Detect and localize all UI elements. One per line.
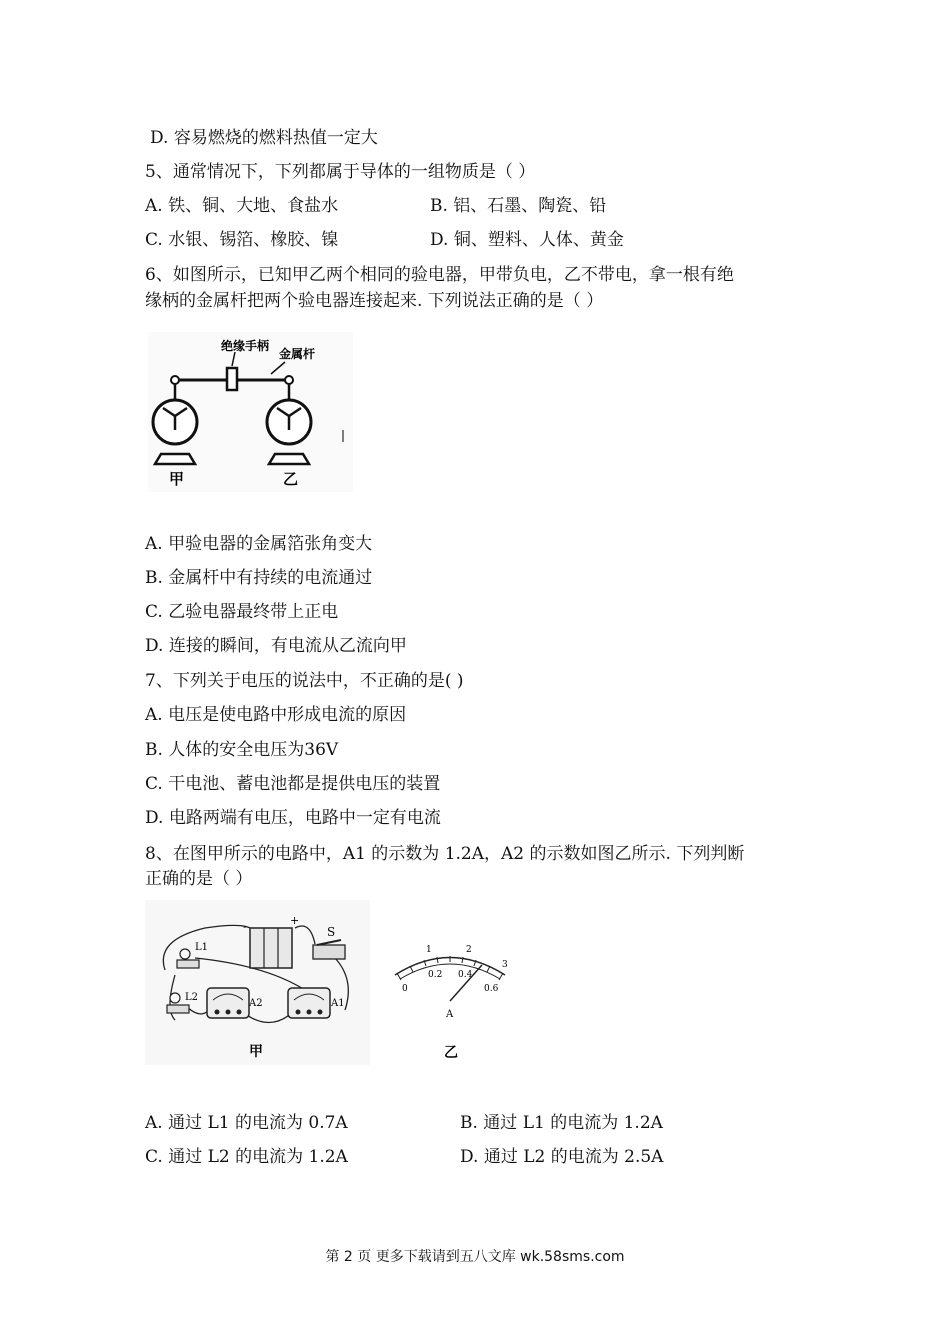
battery-plus-label: + — [290, 914, 300, 927]
q8-option-d: D. 通过 L2 的电流为 2.5A — [460, 1147, 664, 1167]
q6-option-a: A. 甲验电器的金属箔张角变大 — [145, 534, 373, 554]
electroscope-yi-label: 乙 — [283, 470, 299, 488]
dial-unit: A — [446, 1009, 454, 1020]
dial-lower-tick: 0.2 — [428, 970, 443, 980]
q6-option-c: C. 乙验电器最终带上正电 — [145, 602, 339, 622]
dial-lower-tick: 0.6 — [484, 984, 499, 994]
q7-option-b: B. 人体的安全电压为36V — [145, 740, 339, 760]
switch-label: S — [327, 925, 336, 939]
lamp-l1-label: L1 — [195, 942, 209, 953]
dial-lower-tick: 0 — [402, 984, 408, 994]
ammeter-dial-figure — [380, 935, 520, 1065]
q5-option-d: D. 铜、塑料、人体、黄金 — [430, 230, 624, 250]
ammeter-a2-label: A2 — [249, 998, 263, 1009]
q7-option-a: A. 电压是使电路中形成电流的原因 — [145, 705, 407, 725]
q6-option-b: B. 金属杆中有持续的电流通过 — [145, 568, 373, 588]
q8-option-c: C. 通过 L2 的电流为 1.2A — [145, 1147, 348, 1167]
q6-option-d: D. 连接的瞬间，有电流从乙流向甲 — [145, 636, 407, 656]
q8-stem-line2: 正确的是（ ） — [145, 869, 253, 889]
lamp-l2 — [167, 1005, 189, 1013]
q8-stem-line1: 8、在图甲所示的电路中，A1 的示数为 1.2A，A2 的示数如图乙所示. 下列判断 — [145, 844, 745, 864]
q8-option-b: B. 通过 L1 的电流为 1.2A — [460, 1113, 663, 1133]
q4-option-d: D. 容易燃烧的燃料热值一定大 — [150, 128, 378, 148]
q6-stem-line1: 6、如图所示，已知甲乙两个相同的验电器，甲带负电，乙不带电，拿一根有绝 — [145, 265, 734, 285]
q5-option-c: C. 水银、锡箔、橡胶、镍 — [145, 230, 339, 250]
dial-upper-tick: 2 — [466, 945, 472, 955]
circuit-caption: 甲 — [249, 1044, 263, 1060]
q6-stem-line2: 缘柄的金属杆把两个验电器连接起来. 下列说法正确的是（ ） — [145, 291, 604, 311]
battery-minus-label: - — [243, 920, 247, 933]
page-footer: 第 2 页 更多下载请到五八文库 wk.58sms.com — [325, 1249, 625, 1265]
switch — [313, 945, 345, 959]
dial-upper-tick: 3 — [502, 960, 508, 970]
electroscope-jia-label: 甲 — [169, 470, 185, 488]
dial-upper-tick: 1 — [426, 945, 432, 955]
lamp-l1 — [177, 960, 199, 968]
q5-option-a: A. 铁、铜、大地、食盐水 — [145, 196, 339, 216]
electroscope-figure — [143, 330, 363, 495]
handle-label: 绝缘手柄 — [221, 339, 270, 353]
ammeter-a1-label: A1 — [331, 998, 345, 1009]
insulating-handle — [227, 368, 237, 390]
battery — [250, 928, 292, 968]
dial-lower-tick: 0.4 — [458, 970, 473, 980]
q7-option-c: C. 干电池、蓄电池都是提供电压的装置 — [145, 774, 441, 794]
q7-option-d: D. 电路两端有电压，电路中一定有电流 — [145, 808, 441, 828]
q8-option-a: A. 通过 L1 的电流为 0.7A — [145, 1113, 348, 1133]
q7-stem: 7、下列关于电压的说法中，不正确的是( ) — [145, 671, 464, 691]
circuit-figure — [145, 900, 370, 1065]
lamp-l2-label: L2 — [185, 992, 199, 1003]
q5-stem: 5、通常情况下，下列都属于导体的一组物质是（ ） — [145, 162, 536, 182]
q5-option-b: B. 铝、石墨、陶瓷、铅 — [430, 196, 607, 216]
dial-caption: 乙 — [444, 1045, 458, 1061]
rod-label: 金属杆 — [279, 347, 316, 361]
